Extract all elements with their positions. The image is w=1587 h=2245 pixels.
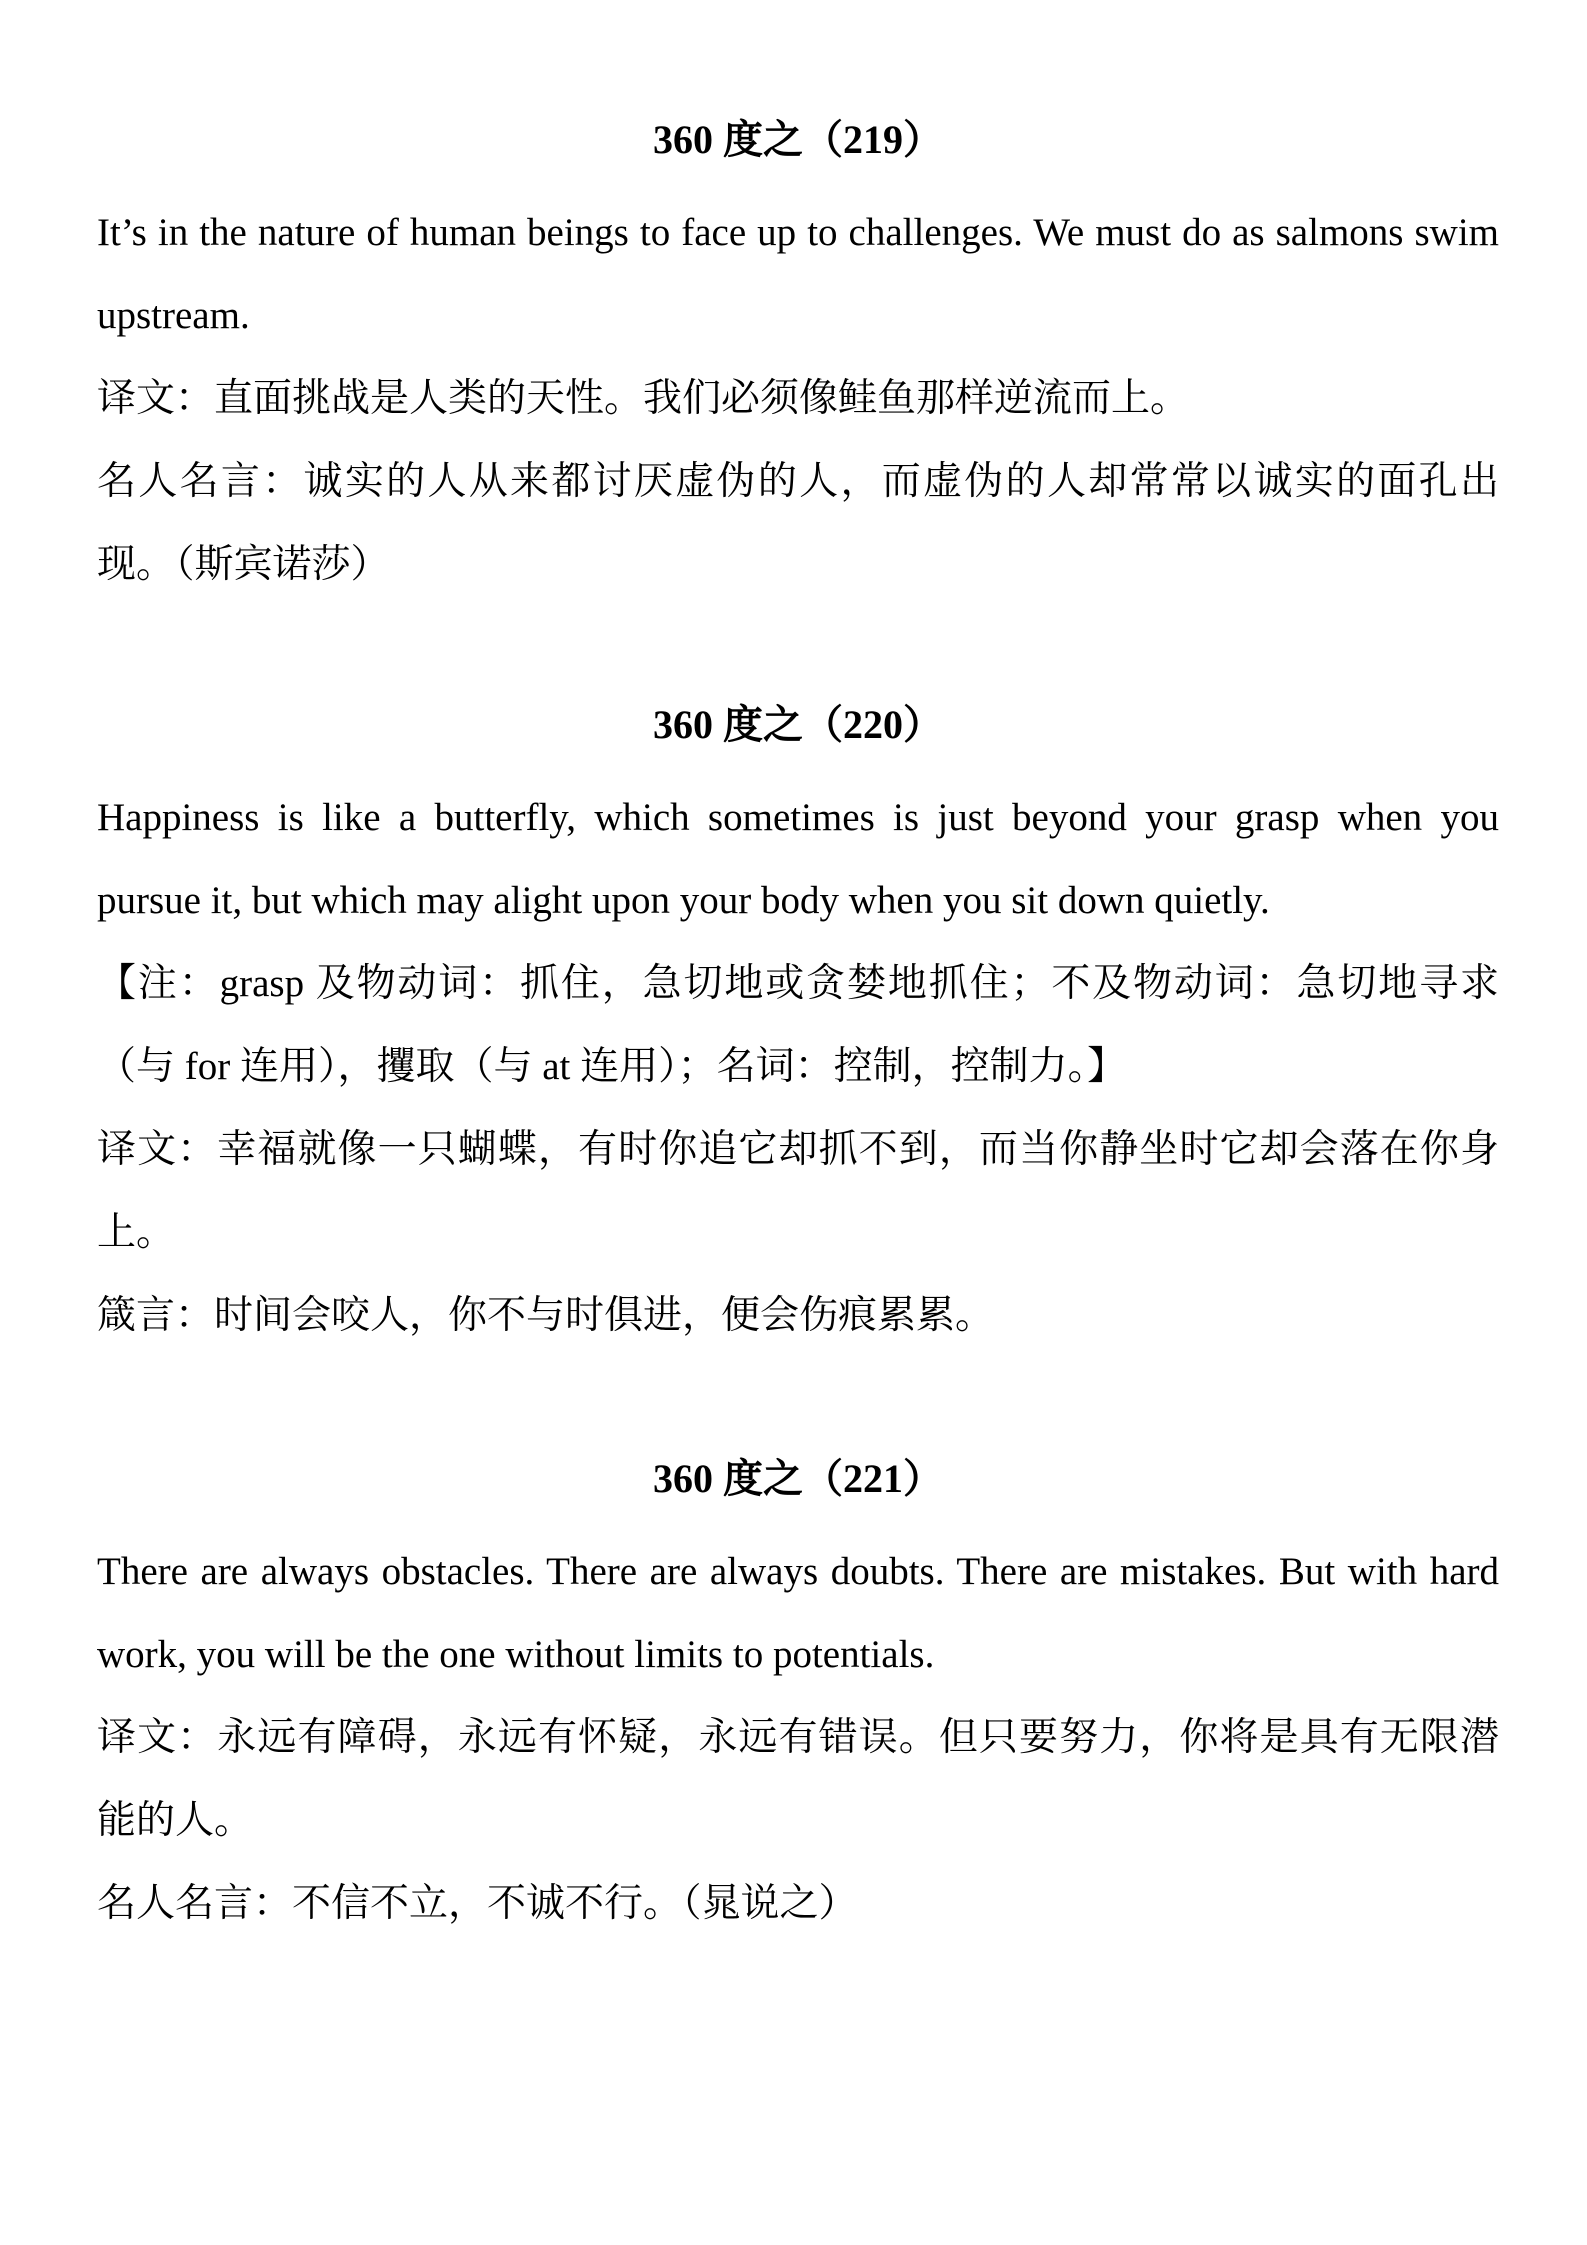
section-title: 360 度之（220） bbox=[653, 702, 943, 747]
translation-text: 译文：永远有障碍，永远有怀疑，永远有错误。但只要努力，你将是具有无限潜能的人。 bbox=[97, 1716, 1499, 1842]
section-221 bbox=[97, 1451, 1499, 1945]
motto-text: 箴言：时间会咬人，你不与时俱进，便会伤痕累累。 bbox=[97, 1294, 995, 1337]
section-219 bbox=[97, 112, 1499, 606]
english-sentence: It’s in the nature of human beings to face up to challenges. We must do as salmons swim upstream. bbox=[97, 211, 1499, 337]
famous-quote: 名人名言：诚实的人从来都讨厌虚伪的人，而虚伪的人却常常以诚实的面孔出现。（斯宾诺莎） bbox=[97, 460, 1499, 586]
translation-text: 译文：幸福就像一只蝴蝶，有时你追它却抓不到，而当你静坐时它却会落在你身上。 bbox=[97, 1128, 1499, 1254]
famous-quote: 名人名言：不信不立，不诚不行。（晁说之） bbox=[97, 1882, 858, 1925]
section-220 bbox=[97, 697, 1499, 1357]
section-title: 360 度之（219） bbox=[653, 117, 943, 162]
translation-text: 译文：直面挑战是人类的天性。我们必须像鲑鱼那样逆流而上。 bbox=[97, 377, 1190, 420]
section-title: 360 度之（221） bbox=[653, 1456, 943, 1501]
english-sentence: Happiness is like a butterfly, which sometimes is just beyond your grasp when you pursue it, but which may alight upon your body when you sit down quietly. bbox=[97, 796, 1499, 922]
vocabulary-note: 【注：grasp 及物动词：抓住，急切地或贪婪地抓住；不及物动词：急切地寻求（与 for 连用），攫取（与 at 连用）；名词：控制，控制力。】 bbox=[97, 962, 1499, 1088]
english-sentence: There are always obstacles. There are always doubts. There are mistakes. But with hard work, you will be the one without limits to potentials. bbox=[97, 1550, 1499, 1676]
